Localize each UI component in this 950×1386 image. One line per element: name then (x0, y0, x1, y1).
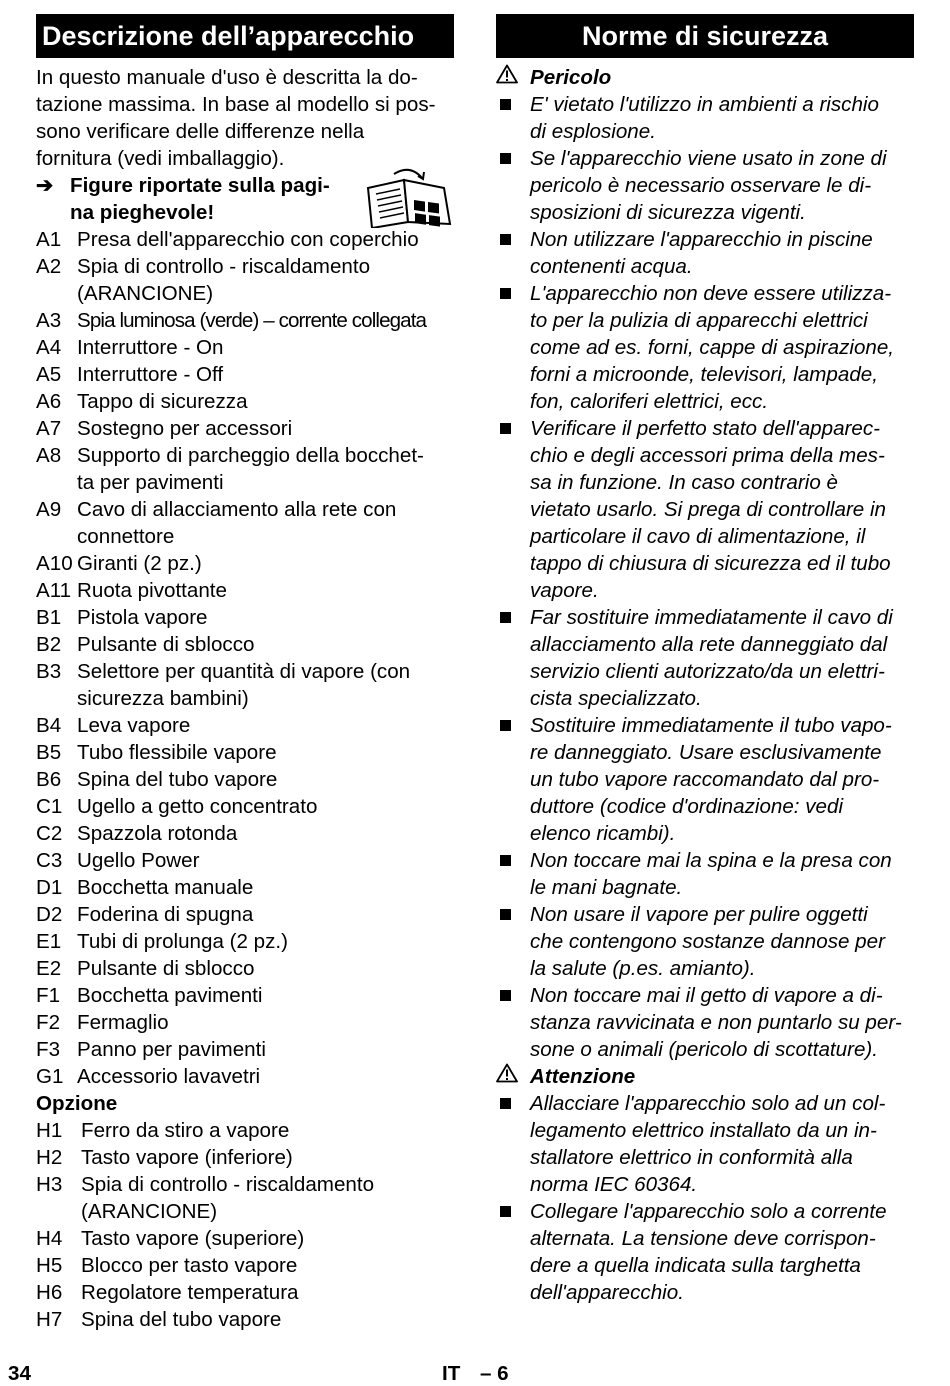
list-item (36, 793, 454, 820)
list-item (496, 847, 914, 901)
item-line: Pulsante di sblocco (77, 633, 255, 656)
bullet-line: dell'apparecchio. (530, 1281, 684, 1304)
item-line: Panno per pavimenti (77, 1038, 266, 1061)
item-line: Ugello Power (77, 849, 200, 872)
list-item (496, 901, 914, 982)
intro-line: tazione massima. In base al modello si pos- (36, 93, 436, 116)
item-key: B1 (36, 606, 62, 629)
list-item (496, 1198, 914, 1306)
list-item (36, 307, 454, 334)
list-item (36, 577, 454, 604)
square-bullet-icon (496, 226, 530, 280)
bullet-line: le mani bagnate. (530, 876, 683, 899)
list-item (36, 658, 454, 712)
list-item (36, 820, 454, 847)
bullet-text (530, 415, 914, 604)
item-key: A9 (36, 498, 62, 521)
list-item (36, 739, 454, 766)
bullet-line: Verificare il perfetto stato dell'apparec- (530, 417, 881, 440)
item-line: Bocchetta manuale (77, 876, 254, 899)
square-bullet-icon (496, 982, 530, 1063)
footer-lang: IT (442, 1362, 461, 1385)
list-item (496, 982, 914, 1063)
item-line: Giranti (2 pz.) (77, 552, 202, 575)
list-item (36, 874, 454, 901)
item-label (77, 712, 454, 739)
item-key: H7 (36, 1308, 63, 1331)
square-bullet-icon (496, 280, 530, 415)
item-label (77, 955, 454, 982)
left-column (36, 14, 454, 1333)
bullet-line: Allacciare l'apparecchio solo ad un col- (530, 1092, 886, 1115)
list-item (496, 604, 914, 712)
list-item (496, 415, 914, 604)
item-key: A6 (36, 390, 62, 413)
item-label (77, 793, 454, 820)
item-label (77, 874, 454, 901)
item-label (81, 1225, 454, 1252)
warning-triangle-icon (496, 1063, 530, 1090)
square-bullet-icon (496, 415, 530, 604)
item-key: B4 (36, 714, 62, 737)
bullet-line: sposizioni di sicurezza vigenti. (530, 201, 806, 224)
bullet-text (530, 982, 914, 1063)
item-label (77, 739, 454, 766)
item-key: G1 (36, 1065, 64, 1088)
bullet-line: cista specializzato. (530, 687, 702, 710)
list-item (36, 1036, 454, 1063)
intro-line: In questo manuale d'uso è descritta la do- (36, 66, 418, 89)
item-label (77, 253, 454, 307)
bullet-line: un tubo vapore raccomandato dal pro- (530, 768, 880, 791)
list-item (36, 442, 454, 496)
item-key: A10 (36, 552, 73, 575)
bullet-text (530, 901, 914, 982)
item-line: Bocchetta pavimenti (77, 984, 263, 1007)
bullet-line: la salute (p.es. amianto). (530, 957, 756, 980)
list-item (36, 496, 454, 550)
list-item (36, 388, 454, 415)
item-key: C3 (36, 849, 63, 872)
bullet-line: di esplosione. (530, 120, 656, 143)
square-bullet-icon (496, 901, 530, 982)
list-item (36, 550, 454, 577)
item-key: A4 (36, 336, 62, 359)
item-line: Foderina di spugna (77, 903, 254, 926)
bullet-line: servizio clienti autorizzato/da un elettri- (530, 660, 885, 683)
item-key: D1 (36, 876, 63, 899)
danger-heading (496, 64, 914, 91)
intro-paragraph (36, 64, 454, 172)
item-key: D2 (36, 903, 63, 926)
item-line: (ARANCIONE) (81, 1200, 218, 1223)
list-item (36, 982, 454, 1009)
item-line: Presa dell'apparecchio con coperchio (77, 228, 419, 251)
item-key: B5 (36, 741, 62, 764)
item-line: Cavo di allacciamento alla rete con (77, 498, 397, 521)
list-item (36, 334, 454, 361)
danger-label: Pericolo (530, 66, 612, 89)
item-line: Ferro da stiro a vapore (81, 1119, 290, 1142)
item-line: Spazzola rotonda (77, 822, 238, 845)
item-label (77, 982, 454, 1009)
list-item (36, 1252, 454, 1279)
item-key: H1 (36, 1119, 63, 1142)
item-key: H2 (36, 1146, 63, 1169)
bullet-line: particolare il cavo di alimentazione, il (530, 525, 866, 548)
item-label (81, 1117, 454, 1144)
item-line: Leva vapore (77, 714, 191, 737)
bullet-line: vietato usarlo. Si prega di controllare in (530, 498, 887, 521)
item-line: Fermaglio (77, 1011, 169, 1034)
item-label (77, 928, 454, 955)
item-label (77, 631, 454, 658)
square-bullet-icon (496, 847, 530, 901)
list-item (36, 604, 454, 631)
item-label (81, 1252, 454, 1279)
square-bullet-icon (496, 91, 530, 145)
square-bullet-icon (496, 712, 530, 847)
item-label (77, 820, 454, 847)
list-item (496, 145, 914, 226)
item-label (77, 334, 454, 361)
arrow-right-icon: ➔ (36, 174, 54, 197)
item-line: Tubo flessibile vapore (77, 741, 277, 764)
item-key: A1 (36, 228, 62, 251)
item-key: F2 (36, 1011, 61, 1034)
bullet-line: Non toccare mai il getto di vapore a di- (530, 984, 883, 1007)
bullet-text (530, 145, 914, 226)
footer-section-page: – 6 (480, 1362, 509, 1385)
item-line: Tasto vapore (inferiore) (81, 1146, 293, 1169)
bullet-text (530, 1198, 914, 1306)
item-label (77, 388, 454, 415)
item-key: F3 (36, 1038, 61, 1061)
item-label (81, 1144, 454, 1171)
list-item (36, 253, 454, 307)
item-line: sicurezza bambini) (77, 687, 249, 710)
right-column (496, 14, 914, 1306)
item-key: H5 (36, 1254, 63, 1277)
item-label (81, 1306, 454, 1333)
item-line: Spia luminosa (verde) – corrente collegata (77, 309, 427, 332)
item-line: Tubi di prolunga (2 pz.) (77, 930, 289, 953)
bullet-line: alternata. La tensione deve corrispon- (530, 1227, 876, 1250)
bullet-line: Sostituire immediatamente il tubo vapo- (530, 714, 892, 737)
bullet-line: allacciamento alla rete danneggiato dal (530, 633, 888, 656)
bullet-line: Non toccare mai la spina e la presa con (530, 849, 892, 872)
list-item (36, 1144, 454, 1171)
item-line: Supporto di parcheggio della bocchet- (77, 444, 424, 467)
item-key: B2 (36, 633, 62, 656)
list-item (36, 901, 454, 928)
item-label (77, 604, 454, 631)
bullet-text (530, 847, 914, 901)
bullet-line: sa in funzione. In caso contrario è (530, 471, 838, 494)
bullet-line: che contengono sostanze dannose per (530, 930, 885, 953)
list-item (36, 1117, 454, 1144)
item-line: Accessorio lavavetri (77, 1065, 261, 1088)
item-label (77, 577, 454, 604)
item-label (77, 766, 454, 793)
bullet-line: sone o animali (pericolo di scottature). (530, 1038, 878, 1061)
item-line: Regolatore temperatura (81, 1281, 299, 1304)
item-key: B3 (36, 660, 62, 683)
bullet-line: contenenti acqua. (530, 255, 693, 278)
item-line: Spina del tubo vapore (77, 768, 278, 791)
item-line: Interruttore - Off (77, 363, 224, 386)
list-item (36, 1009, 454, 1036)
square-bullet-icon (496, 145, 530, 226)
list-item (496, 91, 914, 145)
item-key: H3 (36, 1173, 63, 1196)
square-bullet-icon (496, 1090, 530, 1198)
bullet-line: elenco ricambi). (530, 822, 676, 845)
list-item (496, 1090, 914, 1198)
item-key: C1 (36, 795, 63, 818)
item-key: A2 (36, 255, 62, 278)
item-line: Blocco per tasto vapore (81, 1254, 298, 1277)
bullet-line: Se l'apparecchio viene usato in zone di (530, 147, 887, 170)
bullet-line: Non utilizzare l'apparecchio in piscine (530, 228, 873, 251)
figure-note-line: na pieghevole! (70, 201, 215, 224)
list-item (36, 1306, 454, 1333)
list-item (36, 361, 454, 388)
item-key: A5 (36, 363, 62, 386)
option-heading: Opzione (36, 1092, 118, 1115)
item-label (77, 1009, 454, 1036)
item-line: Pistola vapore (77, 606, 208, 629)
list-item (36, 631, 454, 658)
list-item (36, 766, 454, 793)
item-label (81, 1171, 454, 1225)
item-line: Spia di controllo - riscaldamento (77, 255, 371, 278)
figure-note-text (70, 172, 370, 226)
item-key: H6 (36, 1281, 63, 1304)
item-label (77, 361, 454, 388)
item-line: (ARANCIONE) (77, 282, 214, 305)
bullet-line: dere a quella indicata sulla targhetta (530, 1254, 861, 1277)
item-key: E2 (36, 957, 62, 980)
list-item (36, 1171, 454, 1225)
square-bullet-icon (496, 1198, 530, 1306)
section-title-description: Descrizione dell’apparecchio (36, 14, 454, 58)
bullet-line: stanza ravvicinata e non puntarlo su per- (530, 1011, 902, 1034)
item-label (77, 1063, 454, 1090)
item-line: Tappo di sicurezza (77, 390, 248, 413)
list-item (36, 847, 454, 874)
bullet-line: duttore (codice d'ordinazione: vedi (530, 795, 844, 818)
intro-line: sono verificare delle differenze nella (36, 120, 365, 143)
item-line: ta per pavimenti (77, 471, 224, 494)
list-item (36, 415, 454, 442)
item-label (77, 496, 454, 550)
list-item (36, 1225, 454, 1252)
item-key: H4 (36, 1227, 63, 1250)
warning-triangle-icon (496, 64, 530, 91)
item-key: A11 (36, 579, 72, 602)
bullet-line: Non usare il vapore per pulire oggetti (530, 903, 868, 926)
list-item (36, 955, 454, 982)
item-label (81, 1279, 454, 1306)
bullet-text (530, 226, 914, 280)
bullet-line: legamento elettrico installato da un in- (530, 1119, 877, 1142)
list-item (36, 226, 454, 253)
item-line: Ruota pivottante (77, 579, 227, 602)
item-line: Spia di controllo - riscaldamento (81, 1173, 375, 1196)
item-key: B6 (36, 768, 62, 791)
bullet-text (530, 1090, 914, 1198)
intro-line: fornitura (vedi imballaggio). (36, 147, 285, 170)
bullet-line: come ad es. forni, cappe di aspirazione, (530, 336, 895, 359)
bullet-line: fon, caloriferi elettrici, ecc. (530, 390, 769, 413)
list-item (496, 226, 914, 280)
bullet-line: forni a microonde, televisori, lampade, (530, 363, 878, 386)
list-item (36, 1279, 454, 1306)
item-label (77, 442, 454, 496)
parts-list (36, 226, 454, 1333)
bullet-line: Collegare l'apparecchio solo a corrente (530, 1200, 887, 1223)
item-label (77, 307, 454, 334)
bullet-line: vapore. (530, 579, 599, 602)
item-key: F1 (36, 984, 61, 1007)
bullet-line: E' vietato l'utilizzo in ambienti a rischio (530, 93, 879, 116)
bullet-line: Far sostituire immediatamente il cavo di (530, 606, 893, 629)
bullet-line: stallatore elettrico in conformità alla (530, 1146, 853, 1169)
item-line: Sostegno per accessori (77, 417, 293, 440)
page-number: 34 (8, 1362, 31, 1385)
item-key: A8 (36, 444, 62, 467)
item-label (77, 415, 454, 442)
item-label (77, 901, 454, 928)
item-label (77, 1036, 454, 1063)
item-key: C2 (36, 822, 63, 845)
list-item (36, 1063, 454, 1090)
square-bullet-icon (496, 604, 530, 712)
item-label (77, 658, 454, 712)
item-key: E1 (36, 930, 62, 953)
item-label (77, 226, 454, 253)
list-item (36, 712, 454, 739)
foldout-book-icon (364, 166, 454, 228)
bullet-text (530, 604, 914, 712)
bullet-line: chio e degli accessori prima della mes- (530, 444, 885, 467)
item-line: Interruttore - On (77, 336, 224, 359)
item-line: Spina del tubo vapore (81, 1308, 282, 1331)
list-item (36, 928, 454, 955)
item-label (77, 550, 454, 577)
figure-note (36, 172, 454, 226)
caution-label: Attenzione (530, 1065, 636, 1088)
list-item (496, 712, 914, 847)
bullet-line: L'apparecchio non deve essere utilizza- (530, 282, 892, 305)
item-key: A7 (36, 417, 62, 440)
item-line: Selettore per quantità di vapore (con (77, 660, 411, 683)
item-line: Ugello a getto concentrato (77, 795, 318, 818)
bullet-line: pericolo è necessario osservare le di- (530, 174, 872, 197)
figure-note-line: Figure riportate sulla pagi- (70, 174, 330, 197)
item-line: Pulsante di sblocco (77, 957, 255, 980)
list-item (496, 280, 914, 415)
caution-heading (496, 1063, 914, 1090)
bullet-line: to per la pulizia di apparecchi elettrici (530, 309, 868, 332)
item-label (77, 847, 454, 874)
section-title-safety: Norme di sicurezza (496, 14, 914, 58)
bullet-text (530, 91, 914, 145)
bullet-text (530, 280, 914, 415)
bullet-line: norma IEC 60364. (530, 1173, 698, 1196)
item-line: connettore (77, 525, 175, 548)
bullet-text (530, 712, 914, 847)
item-key: A3 (36, 309, 62, 332)
safety-content (496, 64, 914, 1306)
item-line: Tasto vapore (superiore) (81, 1227, 305, 1250)
bullet-line: re danneggiato. Usare esclusivamente (530, 741, 882, 764)
bullet-line: tappo di chiusura di sicurezza ed il tubo (530, 552, 891, 575)
